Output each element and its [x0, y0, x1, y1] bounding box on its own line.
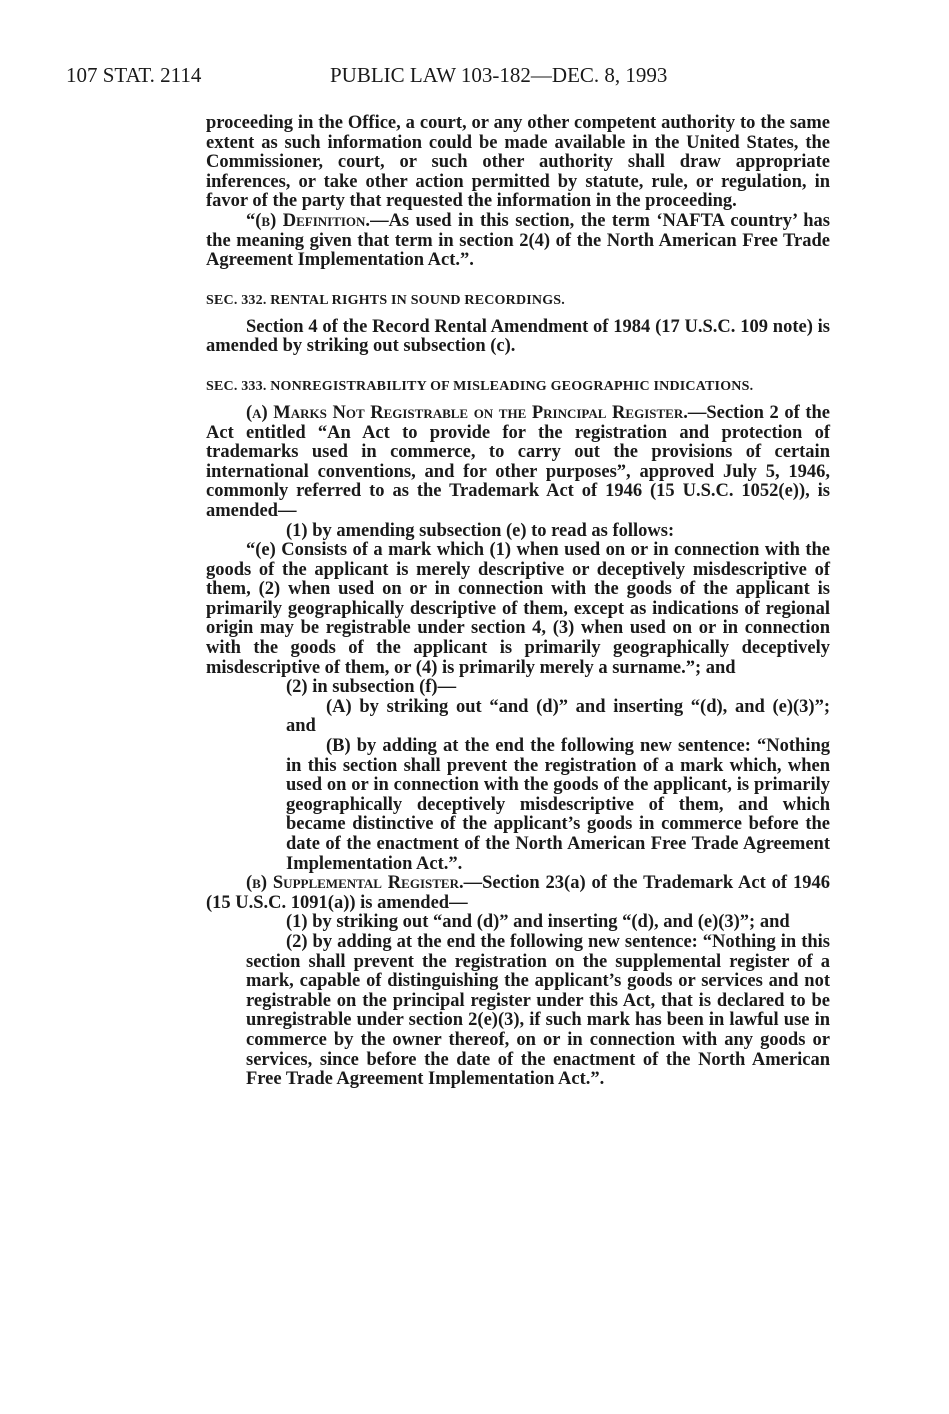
subsection-b-heading: (b) Supplemental Register.: [246, 873, 464, 894]
subsection-a-heading: (a) Marks Not Registrable on the Principal Register.: [246, 402, 688, 423]
definition-text: —As used in this section, the term ‘NAFTA country’ has the meaning given that term in section 2(4) of the North American Free Trade Agreement Implementation Act.”.: [206, 210, 831, 271]
paragraph-a2-B: (B) by adding at the end the following new sentence: “Nothing in this section shall prevent the registration of a mark which, when used on or in connection with the goods of the applicant, is primarily geographically deceptively misdescriptive of them, and which became distinctive of the applicant’s goods in commerce before the date of the enactment of the North American Free Trade Agreement Implementation Act.”.: [286, 736, 830, 874]
subsection-a-text: —Section 2 of the Act entitled “An Act to provide for the registration and protection of trademarks used in commerce, to carry out the provisions of certain international conventions, and for other purposes”, approved July 5, 1946, commonly referred to as the Trademark Act of 1946 (15 U.S.C. 1052(e)), is amended—: [206, 402, 830, 521]
section-332-text: Section 4 of the Record Rental Amendment of 1984 (17 U.S.C. 109 note) is amended by striking out subsection (c).: [206, 316, 830, 357]
section-332-heading: SEC. 332. RENTAL RIGHTS IN SOUND RECORDINGS.: [206, 292, 565, 308]
statute-citation: 107 STAT. 2114: [66, 63, 202, 87]
paragraph-a1: (1) by amending subsection (e) to read as follows:: [286, 520, 675, 541]
body-text: [206, 114, 830, 1090]
definition-heading: “(b) Definition.: [246, 210, 371, 231]
definition-paragraph: [206, 212, 830, 271]
subsection-a-paragraph: [206, 404, 830, 522]
subsection-b-paragraph: [206, 874, 830, 913]
paragraph-a2-A: (A) by striking out “and (d)” and inserting “(d), and (e)(3)”; and: [286, 696, 830, 737]
paragraph-b1: (1) by striking out “and (d)” and inserting “(d), and (e)(3)”; and: [286, 912, 790, 933]
subsection-b-text: —Section 23(a) of the Trademark Act of 1946 (15 U.S.C. 1091(a)) is amended—: [206, 873, 830, 913]
quoted-subsection-e: “(e) Consists of a mark which (1) when used on or in connection with the goods of the applicant is merely descriptive or deceptively misdescriptive of them, (2) when used on or in connection with the goods of the applicant is primarily geographically descriptive of them, except as indications of regional origin may be registrable under section 4, (3) when used on or in connection with the goods of the applicant is primarily geographically deceptively misdescriptive of them, or (4) is primarily merely a surname.”; and: [206, 540, 830, 678]
section-333-heading: SEC. 333. NONREGISTRABILITY OF MISLEADING GEOGRAPHIC INDICATIONS.: [206, 378, 754, 394]
paragraph-b2: (2) by adding at the end the following new sentence: “Nothing in this section shall prevent the registration on the supplemental register of a mark, capable of distinguishing the applicant’s goods or services and not registrable on the principal register under this Act, that is declared to be unregistrable under section 2(e)(3), if such mark has been in lawful use in commerce by the owner thereof, on or in connection with any goods or services, since before the date of the enactment of the North American Free Trade Agreement Implementation Act.”.: [246, 931, 830, 1090]
law-title: PUBLIC LAW 103-182—DEC. 8, 1993: [330, 63, 668, 87]
continued-paragraph: proceeding in the Office, a court, or any other competent authority to the same extent as such information could be made available in the United States, the Commissioner, court, or such other authority shall draw appropriate inferences, or take other action permitted by statute, rule, or regulation, in favor of the party that requested the information in the proceeding.: [206, 113, 830, 212]
paragraph-a2: (2) in subsection (f)—: [286, 677, 457, 698]
